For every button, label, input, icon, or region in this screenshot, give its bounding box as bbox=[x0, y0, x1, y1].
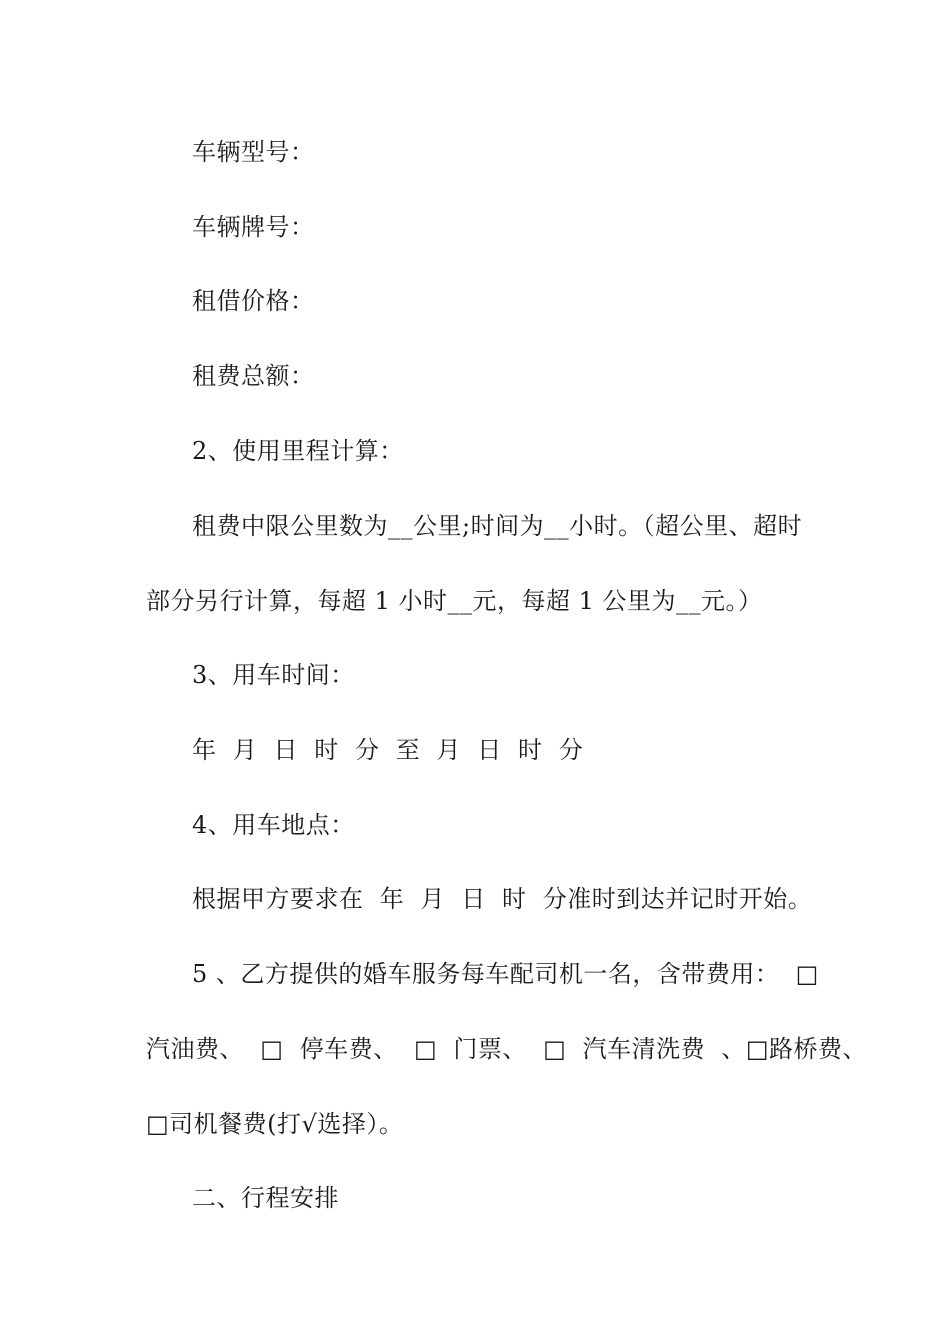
arrival-time-line: 根据甲方要求在 年 月 日 时 分准时到达并记时开始。 bbox=[192, 885, 813, 913]
itinerary-heading: 二、行程安排 bbox=[192, 1184, 339, 1212]
section-4-heading: 4、用车地点： bbox=[192, 811, 355, 839]
vehicle-model-line: 车辆型号： bbox=[192, 138, 315, 166]
rental-price-line: 租借价格： bbox=[192, 287, 315, 315]
fee-options-line: 汽油费、 □ 停车费、 □ 门票、 □ 汽车清洗费 、□路桥费、 bbox=[146, 1035, 868, 1063]
section-2-heading: 2、使用里程计算： bbox=[192, 437, 404, 465]
section-5-line: 5 、乙方提供的婚车服务每车配司机一名，含带费用： □ bbox=[192, 960, 819, 988]
rental-total-line: 租费总额： bbox=[192, 362, 315, 390]
section-3-heading: 3、用车时间： bbox=[192, 661, 355, 689]
driver-meal-line: □司机餐费(打√选择）。 bbox=[146, 1110, 404, 1138]
usage-time-line: 年 月 日 时 分 至 月 日 时 分 bbox=[192, 736, 584, 764]
overage-line: 部分另行计算，每超 1 小时__元，每超 1 公里为__元。） bbox=[146, 587, 763, 615]
vehicle-plate-line: 车辆牌号： bbox=[192, 213, 315, 241]
mileage-limit-line: 租费中限公里数为__公里;时间为__小时。（超公里、超时 bbox=[192, 512, 803, 540]
